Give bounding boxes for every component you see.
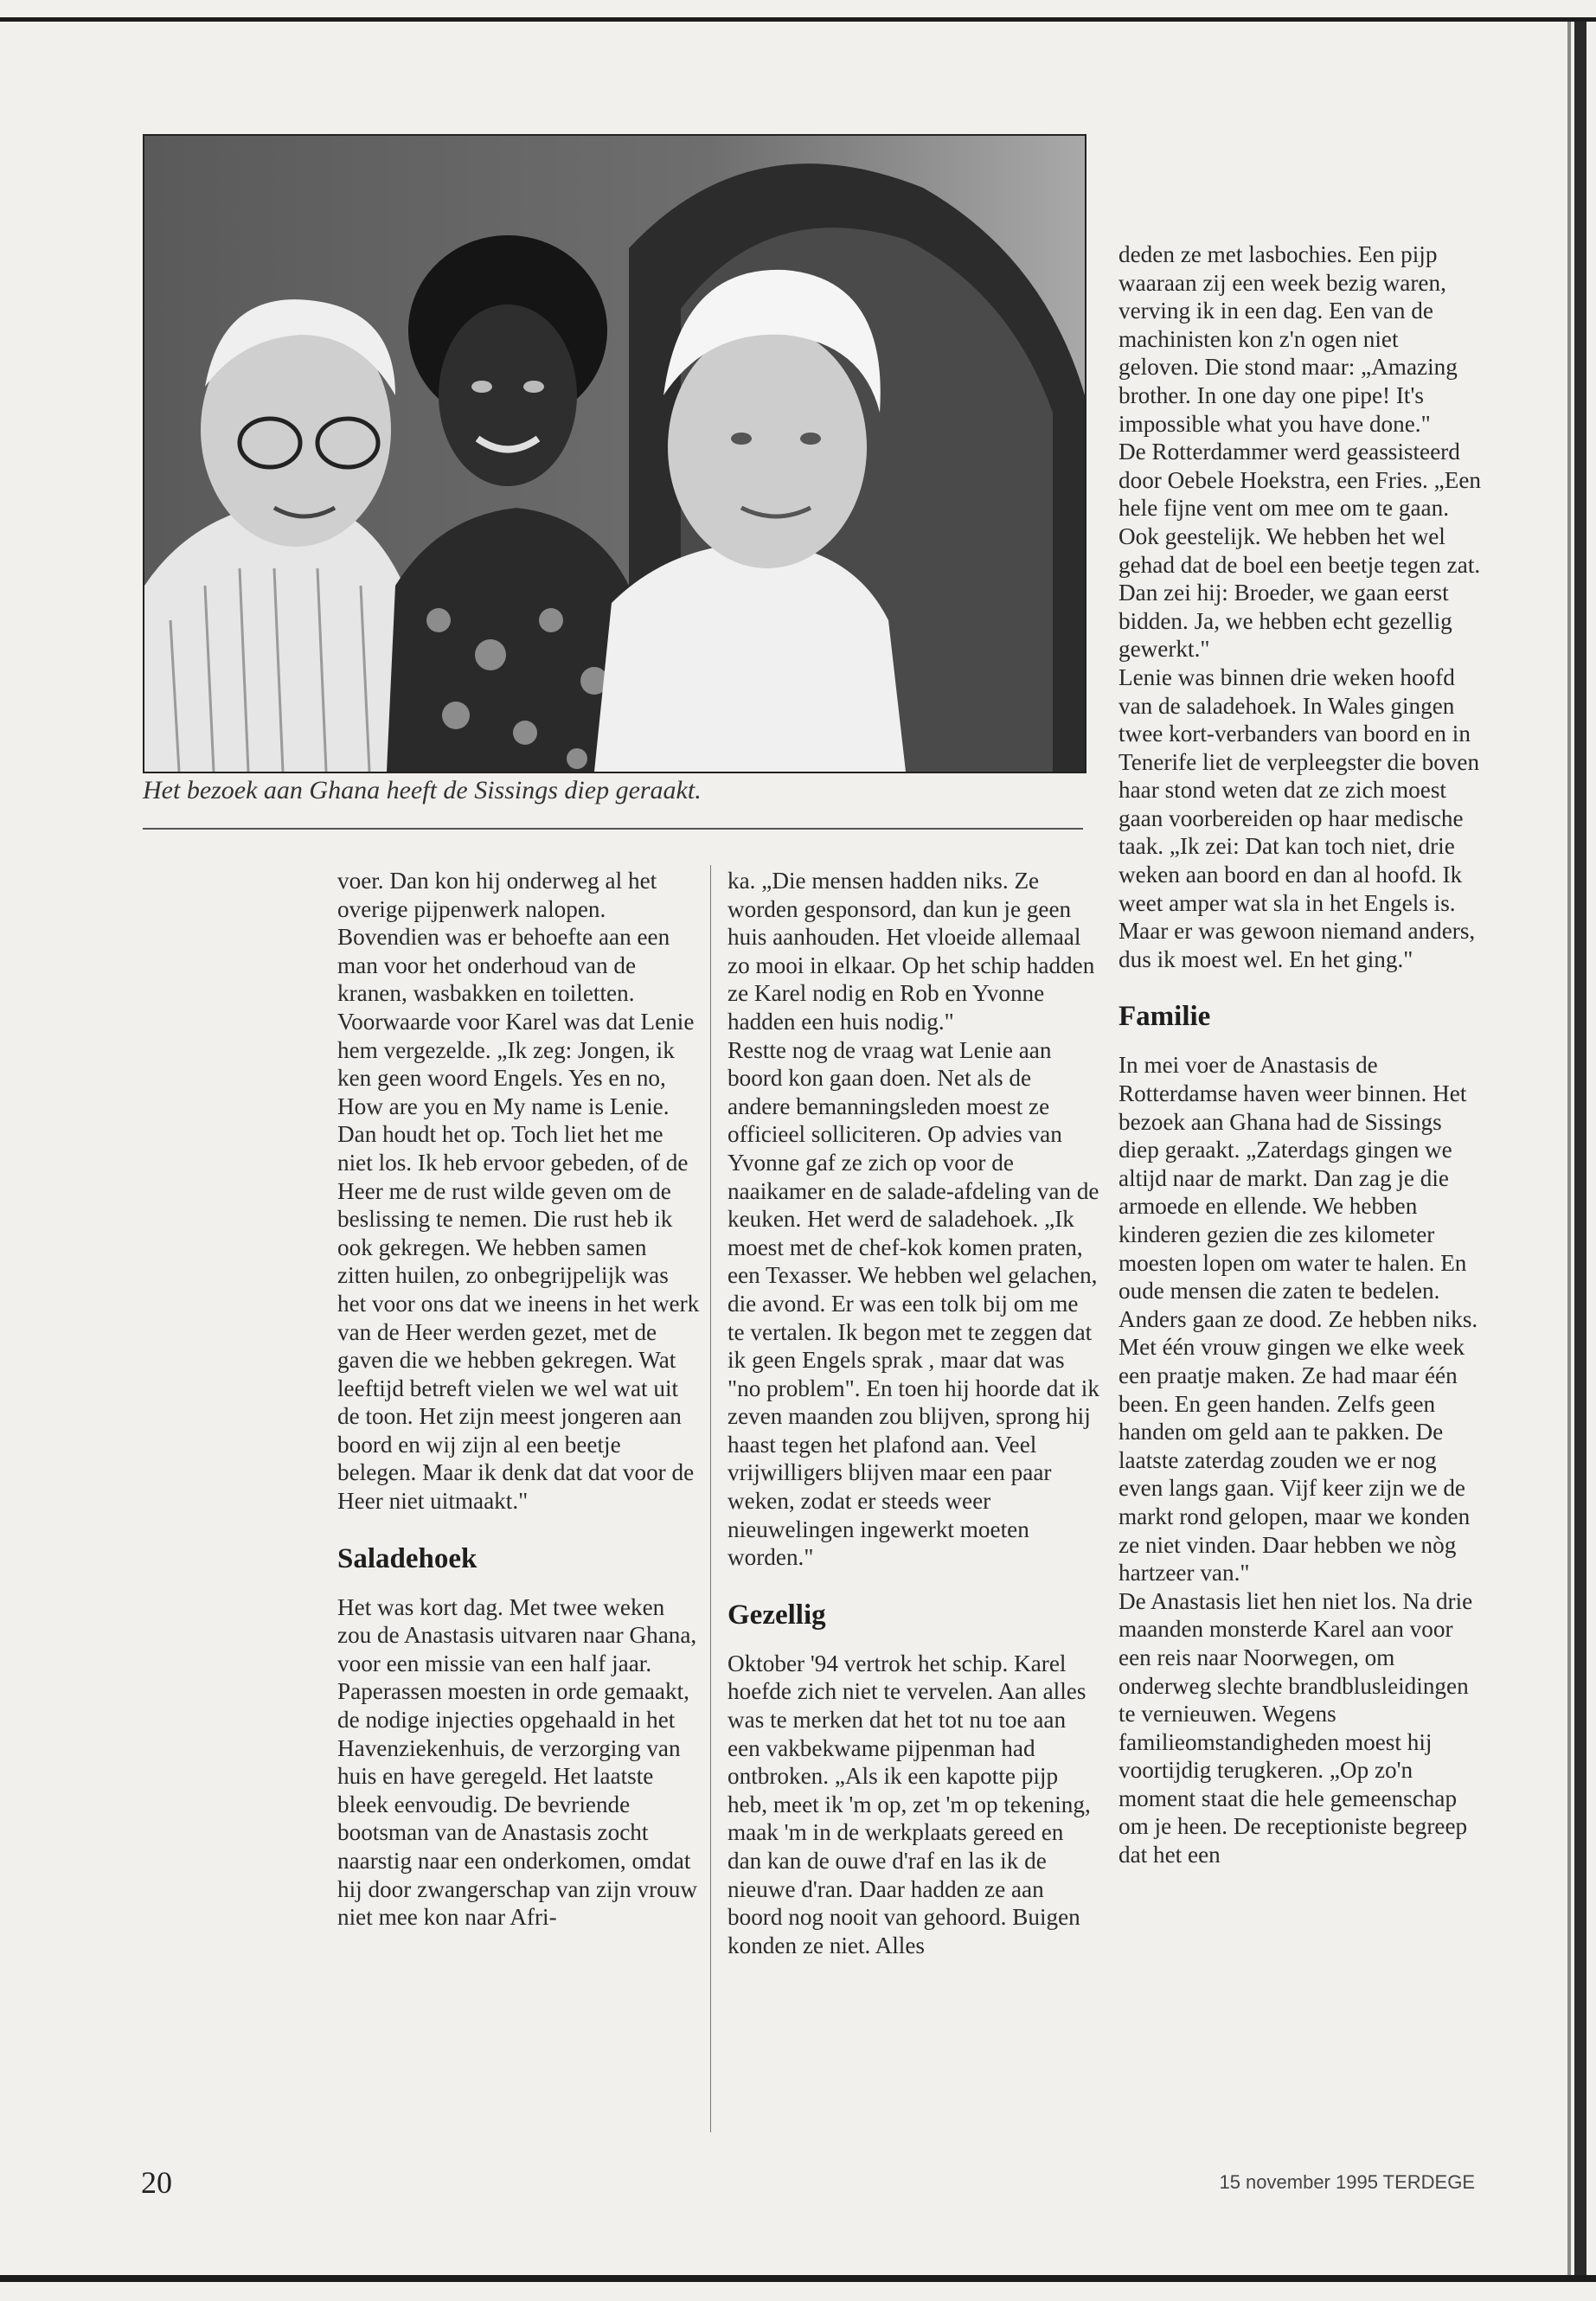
section-heading-saladehoek: Saladehoek (337, 1542, 478, 1574)
right-edge-border (1574, 22, 1586, 2275)
top-border (0, 17, 1596, 22)
article-column-1 (337, 867, 701, 1932)
caption-divider (143, 828, 1083, 830)
right-edge-shadow (1567, 22, 1571, 2275)
column-divider (710, 865, 711, 2132)
photo-caption: Het bezoek aan Ghana heeft de Sissings diep geraakt. (143, 776, 702, 804)
col3-paragraph-1: deden ze met lasbochies. Een pijp waaraan zij een week bezig waren, verving ik in een dag. Een van de machinisten kon z'n ogen niet geloven. Die stond maar: „Amazing brother. In one day one pipe! It's impossible what you have done." (1118, 241, 1458, 437)
section-heading-gezellig: Gezellig (727, 1599, 826, 1631)
col2-paragraph-2: Restte nog de vraag wat Lenie aan boord kon gaan doen. Net als de andere bemanningsleden moest ze officieel solliciteren. Op advies van Yvonne gaf ze zich op voor de naaikamer en de salade-afdeling van de keuken. Het werd de saladehoek. „Ik moest met de chef-kok komen praten, een Texasser. We hebben wel gelachen, die avond. Er was een tolk bij om me te vertalen. Ik begon met te zeggen dat ik geen Engels sprak , maar dat was "no problem". En toen hij hoorde dat ik zeven maanden zou blijven, sprong hij haast tegen het plafond aan. Veel vrijwilligers blijven maar een paar weken, zodat er steeds weer nieuwelingen ingewerkt moeten worden." (727, 1036, 1099, 1571)
col2-paragraph-3: Oktober '94 vertrok het schip. Karel hoefde zich niet te vervelen. Aan alles was te merken dat het tot nu toe aan een vakbekwame pijpenman had ontbroken. „Als ik een kapotte pijp heb, meet ik 'm op, zet 'm op tekening, maak 'm in de werkplaats gereed en dan kan de ouwe d'raf en las ik de nieuwe d'ran. Daar hadden ze aan boord nog nooit van gehoord. Buigen konden ze niet. Alles (727, 1650, 1091, 1958)
bottom-border (0, 2275, 1596, 2282)
article-photo (143, 134, 1086, 773)
col3-paragraph-3: Lenie was binnen drie weken hoofd van de saladehoek. In Wales gingen twee kort-verbanders van boord en in Tenerife liet de verpleegster die boven haar stond weten dat ze zich moest gaan voorbereiden op haar medische taak. „Ik zei: Dat kan toch niet, drie weken aan boord en dan al hoofd. Ik weet amper wat sla in het Engels is. Maar er was gewoon niemand anders, dus ik moest wel. En het ging." (1118, 663, 1480, 972)
col1-paragraph-1: voer. Dan kon hij onderweg al het overige pijpenwerk nalopen. Bovendien was er behoefte aan een man voor het onderhoud van de kranen, wasbakken en toiletten. (337, 868, 670, 1007)
col1-paragraph-3: Het was kort dag. Met twee weken zou de Anastasis uitvaren naar Ghana, voor een missie van een half jaar. Paperassen moesten in orde gemaakt, de nodige injecties opgehaald in het Havenziekenhuis, de verzorging van huis en have geregeld. Het laatste bleek eenvoudig. De bevriende bootsman van de Anastasis zocht naarstig naar een onderkomen, omdat hij door zwangerschap van zijn vrouw niet mee kon naar Afri- (337, 1593, 697, 1931)
page-number: 20 (141, 2165, 172, 2200)
col3-paragraph-5: Met één vrouw gingen we elke week een praatje maken. Ze had maar één been. En geen handen. Zelfs geen handen om geld aan te pakken. De laatste zaterdag zouden we er nog even langs gaan. Vijf keer zijn we de markt rond gelopen, maar we konden ze niet vinden. Daar hebben we nòg hartzeer van." (1118, 1334, 1471, 1586)
col3-paragraph-6: De Anastasis liet hen niet los. Na drie maanden monsterde Karel aan voor een reis naar Noorwegen, om onderweg slechte brandblusleidingen te vernieuwen. Wegens familieomstandigheden moest hij voortijdig terugkeren. „Op zo'n moment staat die hele gemeenschap om je heen. De receptioniste begreep dat het een (1118, 1587, 1473, 1868)
section-heading-familie: Familie (1118, 1001, 1211, 1033)
article-column-2 (727, 867, 1099, 1959)
issue-footer: 15 november 1995 TERDEGE (1219, 2171, 1475, 2193)
col1-paragraph-2: Voorwaarde voor Karel was dat Lenie hem vergezelde. „Ik zeg: Jongen, ik ken geen woord Engels. Yes en no, How are you en My name is Lenie. Dan houdt het op. Toch liet het me niet los. Ik heb ervoor gebeden, of de Heer me de rust wilde geven om de beslissing te nemen. Die rust heb ik ook gekregen. We hebben samen zitten huilen, zo onbegrijpelijk was het voor ons dat we ineens in het werk van de Heer werden gezet, met de gaven die we hebben gekregen. Wat leeftijd betreft vielen we wel wat uit de toon. Het zijn meest jongeren aan boord en wij zijn al een beetje belegen. Maar ik denk dat dat voor de Heer niet uitmaakt." (337, 1008, 700, 1515)
article-column-3 (1118, 240, 1482, 1869)
col3-paragraph-4: In mei voer de Anastasis de Rotterdamse haven weer binnen. Het bezoek aan Ghana had de Sissings diep geraakt. „Zaterdags gingen we altijd naar de markt. Dan zag je die armoede en ellende. We hebben kinderen gezien die zes kilometer moesten lopen om water te halen. En oude mensen die zaten te bedelen. Anders gaan ze dood. Ze hebben niks. (1118, 1052, 1478, 1332)
col3-paragraph-2: De Rotterdammer werd geassisteerd door Oebele Hoekstra, een Fries. „Een hele fijne vent om mee om te gaan. Ook geestelijk. We hebben het wel gehad dat de boel een beetje tegen zat. Dan zei hij: Broeder, we gaan eerst bidden. Ja, we hebben echt gezellig gewerkt." (1118, 439, 1481, 663)
col2-paragraph-1: ka. „Die mensen hadden niks. Ze worden gesponsord, dan kun je geen huis aanhouden. Het vloeide allemaal zo mooi in elkaar. Op het schip hadden ze Karel nodig en Rob en Yvonne hadden een huis nodig." (727, 868, 1095, 1035)
